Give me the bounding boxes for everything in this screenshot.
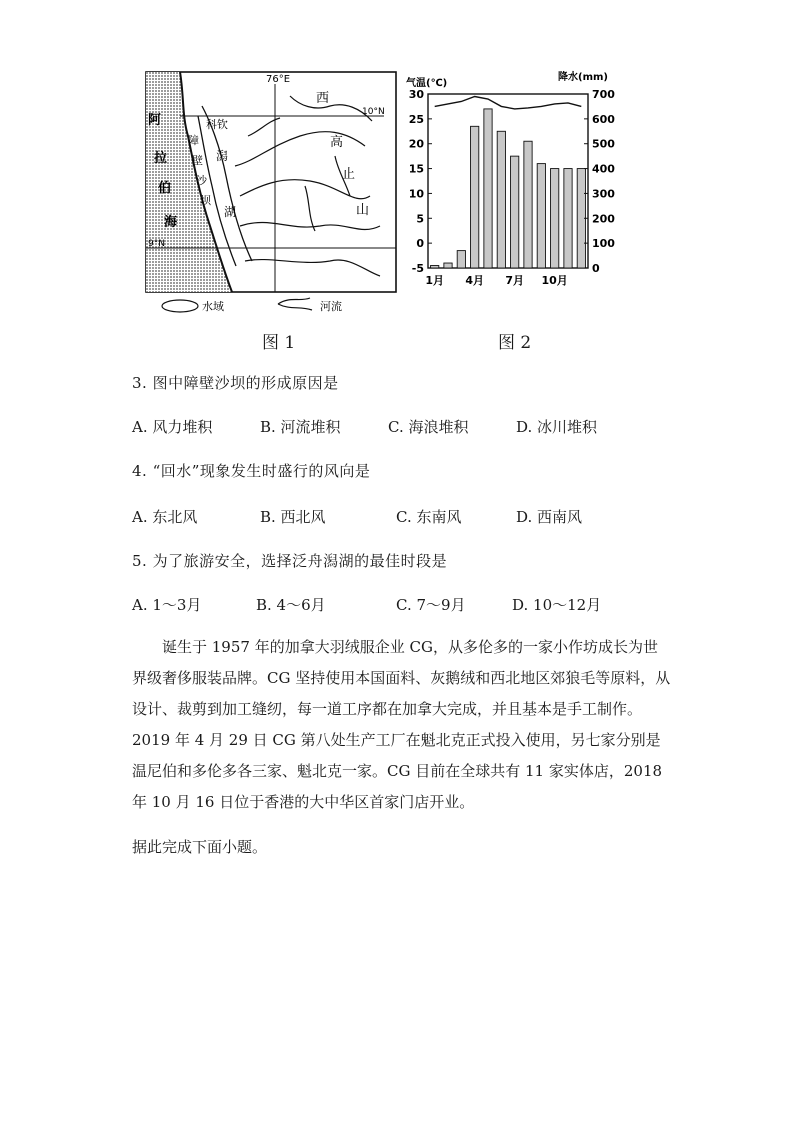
question-5-option-a[interactable]: A. 1～3月 bbox=[132, 596, 202, 614]
legend-water-icon bbox=[162, 300, 198, 312]
question-4-option-d[interactable]: D. 西南风 bbox=[516, 508, 583, 526]
precip-tick-label: 500 bbox=[592, 137, 615, 151]
river bbox=[245, 260, 380, 276]
barrier-char: 障 bbox=[188, 134, 199, 147]
precip-bar bbox=[551, 169, 559, 268]
place-kechi: 科钦 bbox=[206, 118, 228, 131]
river bbox=[240, 222, 380, 229]
mountain-char: 高 bbox=[330, 135, 344, 150]
temp-tick-label: 20 bbox=[408, 137, 424, 151]
sea-char: 阿 bbox=[148, 113, 162, 128]
barrier-char: 壁 bbox=[192, 154, 203, 167]
precip-bar bbox=[564, 169, 572, 268]
map-figure bbox=[140, 66, 402, 318]
temp-tick-label: -5 bbox=[411, 262, 424, 275]
precip-bar bbox=[471, 126, 479, 268]
sea-char: 伯 bbox=[158, 181, 172, 196]
precip-bar bbox=[524, 141, 532, 268]
precip-bar bbox=[444, 263, 452, 268]
precip-tick-label: 100 bbox=[592, 237, 615, 251]
passage-paragraph: 诞生于 1957 年的加拿大羽绒服企业 CG，从多伦多的一家小作坊成长为世界级奢侈服装品牌。CG 坚持使用本国面料、灰鹅绒和西北地区郊狼毛等原料，从设计、裁剪到加工缝纫，每一道工序都在加拿大完成，并且基本是手工制作。2019 年 4 月 29 日 CG 第八处生产工厂在魁北克正式投入使用，另七家分别是温尼伯和多伦多各三家、魁北克一家。CG 目前在全球共有 11 家实体店，2018 年 10 月 16 日位于香港的大中华区首家门店开业。 bbox=[132, 638, 671, 811]
precip-tick-label: 300 bbox=[592, 187, 615, 201]
month-label: 4月 bbox=[465, 274, 484, 287]
precip-tick-label: 0 bbox=[592, 262, 600, 275]
month-label: 10月 bbox=[541, 274, 568, 287]
question-3-option-b[interactable]: B. 河流堆积 bbox=[260, 418, 341, 436]
precip-axis-label: 降水(mm) bbox=[558, 72, 608, 83]
legend-river-icon bbox=[278, 298, 312, 310]
question-5-stem: 5. 为了旅游安全，选择泛舟潟湖的最佳时段是 bbox=[132, 552, 448, 570]
question-5-option-c[interactable]: C. 7～9月 bbox=[396, 596, 466, 614]
precip-bar bbox=[484, 109, 492, 268]
temp-line bbox=[435, 97, 582, 109]
question-3-stem: 3. 图中障壁沙坝的形成原因是 bbox=[132, 374, 339, 392]
temp-tick-label: 10 bbox=[408, 187, 424, 201]
lagoon-label: 潟 bbox=[216, 149, 229, 163]
passage-instruction: 据此完成下面小题。 bbox=[132, 838, 268, 856]
question-3-option-c[interactable]: C. 海浪堆积 bbox=[388, 418, 469, 436]
temp-axis-label: 气温(℃) bbox=[406, 78, 448, 89]
question-3-option-d[interactable]: D. 冰川堆积 bbox=[516, 418, 598, 436]
legend-river-label: 河流 bbox=[320, 300, 342, 313]
river bbox=[235, 132, 365, 166]
lon-label: 76°E bbox=[266, 74, 291, 85]
temp-tick-label: 0 bbox=[416, 237, 424, 251]
lat-bottom-label: 9°N bbox=[148, 239, 165, 249]
barrier-char: 坝 bbox=[200, 194, 211, 207]
question-4-stem: 4. “回水”现象发生时盛行的风向是 bbox=[132, 462, 371, 480]
precip-tick-label: 200 bbox=[592, 212, 615, 226]
precip-tick-label: 400 bbox=[592, 162, 615, 176]
climate-chart bbox=[402, 66, 620, 318]
temp-tick-label: 15 bbox=[408, 162, 424, 176]
question-4-option-b[interactable]: B. 西北风 bbox=[260, 508, 326, 526]
month-label: 1月 bbox=[425, 274, 444, 287]
month-label: 7月 bbox=[505, 274, 524, 287]
legend-water-label: 水域 bbox=[202, 300, 224, 313]
mountain-char: 山 bbox=[356, 203, 370, 218]
precip-bar bbox=[497, 131, 505, 268]
river bbox=[305, 186, 315, 231]
question-4-option-c[interactable]: C. 东南风 bbox=[396, 508, 462, 526]
place-lake: 湖 bbox=[224, 205, 237, 219]
river bbox=[240, 180, 370, 199]
precip-tick-label: 600 bbox=[592, 112, 615, 126]
precip-bar bbox=[457, 251, 465, 268]
sea-char: 海 bbox=[164, 215, 178, 230]
temp-tick-label: 25 bbox=[408, 112, 424, 126]
river bbox=[290, 96, 372, 121]
barrier-char: 沙 bbox=[196, 174, 207, 187]
question-4-option-a[interactable]: A. 东北风 bbox=[132, 508, 198, 526]
temp-tick-label: 5 bbox=[416, 212, 424, 226]
figures-area bbox=[140, 66, 620, 326]
question-5-option-d[interactable]: D. 10～12月 bbox=[512, 596, 602, 614]
temp-tick-label: 30 bbox=[408, 88, 424, 101]
mountain-char: 止 bbox=[342, 167, 356, 182]
precip-bar bbox=[511, 156, 519, 268]
sea-char: 拉 bbox=[154, 151, 168, 166]
question-5-option-b[interactable]: B. 4～6月 bbox=[256, 596, 326, 614]
lat-top-label: 10°N bbox=[362, 107, 385, 117]
figure1-caption: 图 1 bbox=[262, 333, 296, 353]
precip-bar bbox=[537, 164, 545, 268]
precip-tick-label: 700 bbox=[592, 88, 615, 101]
figure2-caption: 图 2 bbox=[498, 333, 532, 353]
mountain-char: 西 bbox=[316, 91, 330, 106]
question-3-option-a[interactable]: A. 风力堆积 bbox=[132, 418, 213, 436]
